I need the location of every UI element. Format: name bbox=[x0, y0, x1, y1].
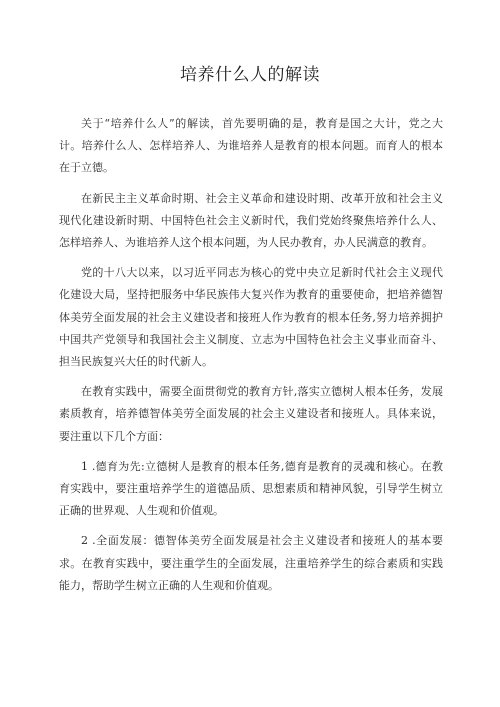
paragraph-3: 党的十八大以来，以习近平同志为核心的党中央立足新时代社会主义现代化建设大局，坚持把服务中华民族伟大复兴作为教育的重要使命，把培养德智体美劳全面发展的社会主义建设者和接班人作为教育的根本任务,努力培养拥护中国共产党领导和我国社会主义制度、立志为中国特色社会主义事业而奋斗、担当民族复兴大任的时代新人。 bbox=[59, 266, 443, 369]
paragraph-1: 关于“培养什么人”的解读，首先要明确的是，教育是国之大计，党之大计。培养什么人、怎样培养人、为谁培养人是教育的根本问题。而育人的根本在于立德。 bbox=[59, 117, 443, 175]
paragraph-2: 在新民主主义革命时期、社会主义革命和建设时期、改革开放和社会主义现代化建设新时期、中国特色社会主义新时代，我们党始终聚焦培养什么人、怎样培养人、为谁培养人这个根本问题，为人民办教育，办人民满意的教育。 bbox=[59, 191, 443, 250]
paragraph-4: 在教育实践中，需要全面贯彻党的教育方针,落实立德树人根本任务，发展素质教育，培养德智体美劳全面发展的社会主义建设者和接班人。具体来说，要注重以下几个方面： bbox=[59, 385, 443, 443]
paragraph-6: 2 .全面发展：德智体美劳全面发展是社会主义建设者和接班人的基本要求。在教育实践中，要注重学生的全面发展，注重培养学生的综合素质和实践能力，帮助学生树立正确的人生观和价值观。 bbox=[59, 534, 443, 592]
document-title: 培养什么人的解读 bbox=[180, 65, 320, 85]
document-body bbox=[59, 113, 443, 605]
paragraph-5: 1 .德育为先:立德树人是教育的根本任务,德育是教育的灵魂和核心。在教育实践中，要注重培养学生的道德品质、思想素质和精神风貌，引导学生树立正确的世界观、人生观和价值观。 bbox=[59, 459, 443, 518]
